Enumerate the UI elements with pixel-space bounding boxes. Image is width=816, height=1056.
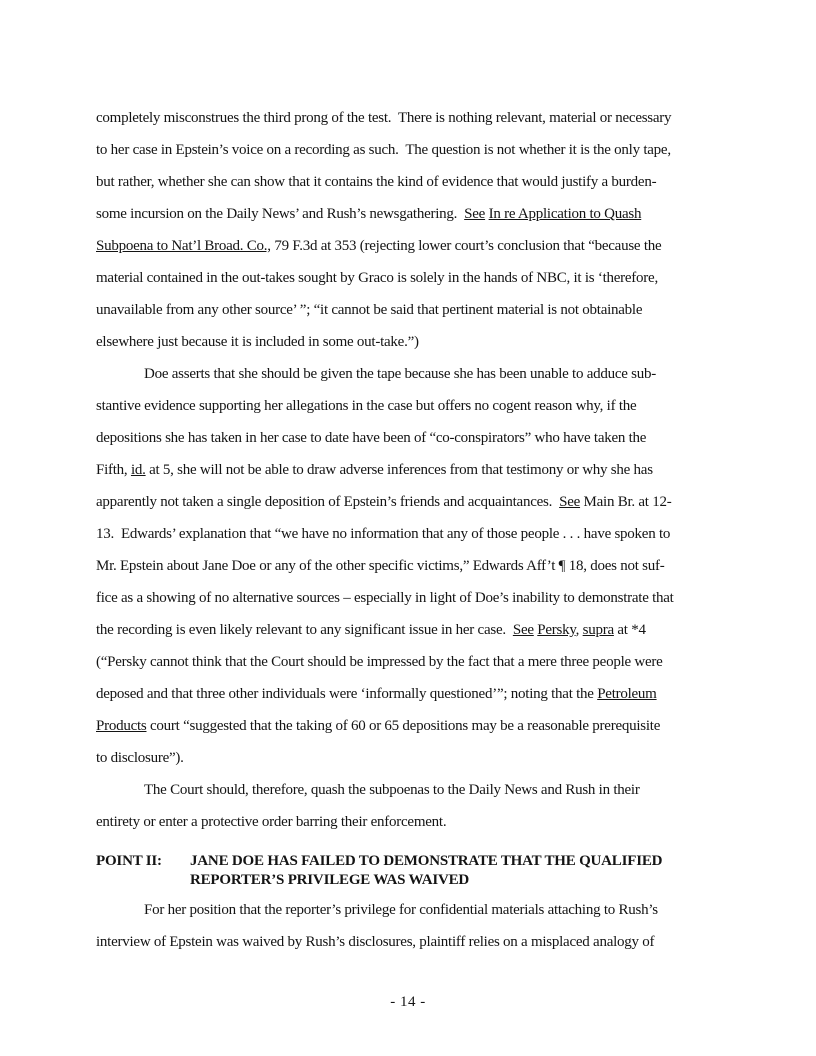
- text-line: [96, 230, 748, 262]
- text-line: [96, 582, 748, 614]
- citation-text: See: [559, 494, 581, 510]
- text-line: [96, 926, 748, 958]
- body-text: interview of Epstein was waived by Rush’s disclosures, plaintiff relies on a misplaced analogy of: [96, 934, 655, 950]
- body-text: The Court should, therefore, quash the subpoenas to the Daily News and Rush in their: [144, 782, 640, 798]
- text-line: [96, 486, 748, 518]
- text-line: [96, 166, 748, 198]
- body-text: fice as a showing of no alternative sources – especially in light of Doe’s inability to demonstrate that: [96, 590, 674, 606]
- body-text: material contained in the out-takes sought by Graco is solely in the hands of NBC, it is ‘therefore,: [96, 270, 658, 286]
- heading-line: JANE DOE HAS FAILED TO DEMONSTRATE THAT THE QUALIFIED: [190, 853, 663, 869]
- body-text: stantive evidence supporting her allegations in the case but offers no cogent reason why, if the: [96, 398, 637, 414]
- text-line: [96, 454, 748, 486]
- text-line: [96, 294, 748, 326]
- body-text: 13. Edwards’ explanation that “we have no information that any of those people . . . have spoken to: [96, 526, 671, 542]
- body-text: deposed and that three other individuals were ‘informally questioned’”; noting that the: [96, 686, 598, 702]
- page-number: - 14 -: [390, 994, 426, 1010]
- text-line: [96, 358, 748, 390]
- body-text: (“Persky cannot think that the Court should be impressed by the fact that a mere three people were: [96, 654, 663, 670]
- body-text: some incursion on the Daily News’ and Rush’s newsgathering.: [96, 206, 465, 222]
- body-text: Fifth,: [96, 462, 131, 478]
- text-line: [96, 678, 748, 710]
- body-text: unavailable from any other source’ ”; “it cannot be said that pertinent material is not obtainable: [96, 302, 643, 318]
- heading-label: POINT II:: [96, 853, 162, 869]
- body-text: at *4: [613, 622, 646, 638]
- text-line: [96, 518, 748, 550]
- body-text: the recording is even likely relevant to any significant issue in her case.: [96, 622, 513, 638]
- body-text: ,: [575, 622, 583, 638]
- body-text: Main Br. at 12-: [580, 494, 672, 510]
- text-line: [96, 806, 748, 838]
- text-line: [96, 390, 748, 422]
- body-text: completely misconstrues the third prong of the test. There is nothing relevant, material or necessary: [96, 110, 672, 126]
- body-text: to disclosure”).: [96, 750, 184, 766]
- text-line: [96, 198, 748, 230]
- text-line: [96, 614, 748, 646]
- citation-text: supra: [582, 622, 614, 638]
- citation-text: Products: [96, 718, 147, 734]
- text-line: [96, 646, 748, 678]
- text-line: [96, 102, 748, 134]
- body-text: 79 F.3d at 353 (rejecting lower court’s conclusion that “because the: [270, 238, 662, 254]
- text-line: [96, 134, 748, 166]
- section-heading: [96, 852, 748, 890]
- text-line: [96, 326, 748, 358]
- citation-text: id.: [130, 462, 146, 478]
- heading-text: [190, 852, 662, 890]
- text-line: [96, 742, 748, 774]
- text-line: [96, 422, 748, 454]
- citation-text: Petroleum: [597, 686, 657, 702]
- document-body: [96, 102, 748, 958]
- body-text: to her case in Epstein’s voice on a recording as such. The question is not whether it is the only tape,: [96, 142, 671, 158]
- body-text: Doe asserts that she should be given the tape because she has been unable to adduce sub-: [144, 366, 656, 382]
- text-line: [96, 262, 748, 294]
- body-text: but rather, whether she can show that it contains the kind of evidence that would justify a burden-: [96, 174, 657, 190]
- citation-text: Persky: [537, 622, 576, 638]
- text-line: [96, 774, 748, 806]
- body-text: court “suggested that the taking of 60 or 65 depositions may be a reasonable prerequisite: [146, 718, 661, 734]
- citation-text: See: [464, 206, 486, 222]
- body-text: entirety or enter a protective order barring their enforcement.: [96, 814, 447, 830]
- body-text: at 5, she will not be able to draw adverse inferences from that testimony or why she has: [145, 462, 653, 478]
- text-line: [96, 550, 748, 582]
- body-text: apparently not taken a single deposition of Epstein’s friends and acquaintances.: [96, 494, 560, 510]
- citation-text: In re Application to Quash: [488, 206, 642, 222]
- body-text: For her position that the reporter’s privilege for confidential materials attaching to Rush’s: [144, 902, 658, 918]
- body-text: Mr. Epstein about Jane Doe or any of the other specific victims,” Edwards Aff’t ¶ 18, does not suf-: [96, 558, 665, 574]
- body-text: elsewhere just because it is included in some out-take.”): [96, 334, 419, 350]
- text-line: [96, 894, 748, 926]
- heading-line: REPORTER’S PRIVILEGE WAS WAIVED: [190, 872, 470, 888]
- citation-text: Subpoena to Nat’l Broad. Co.,: [96, 238, 271, 254]
- text-line: [96, 710, 748, 742]
- body-text: depositions she has taken in her case to date have been of “co-conspirators” who have taken the: [96, 430, 647, 446]
- citation-text: See: [512, 622, 534, 638]
